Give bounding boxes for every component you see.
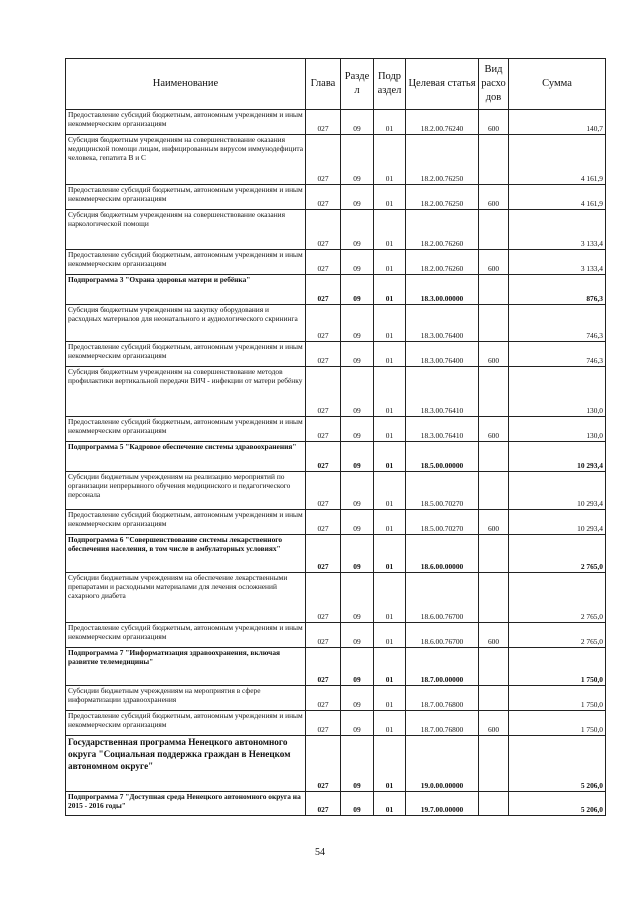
cell-vid: 600 (479, 510, 509, 535)
table-row (66, 792, 606, 816)
cell-name: Субсидии бюджетным учреждениям на реализацию мероприятий по организации непрерывного обучения медицинского и педагогического персонала (66, 472, 306, 510)
table-row (66, 210, 606, 250)
cell-summa: 4 161,9 (509, 135, 606, 185)
cell-razdel: 09 (341, 686, 374, 711)
cell-celevaya: 18.2.00.76260 (406, 210, 479, 250)
cell-vid (479, 442, 509, 472)
cell-razdel: 09 (341, 535, 374, 573)
cell-vid (479, 135, 509, 185)
cell-summa: 10 293,4 (509, 510, 606, 535)
cell-razdel: 09 (341, 711, 374, 736)
table-row (66, 573, 606, 623)
cell-glava: 027 (306, 686, 341, 711)
cell-glava: 027 (306, 342, 341, 367)
cell-podrazdel: 01 (374, 686, 406, 711)
cell-summa: 140,7 (509, 110, 606, 135)
cell-glava: 027 (306, 573, 341, 623)
cell-glava: 027 (306, 648, 341, 686)
header-summa: Сумма (509, 59, 606, 110)
budget-table (65, 58, 606, 816)
cell-glava: 027 (306, 135, 341, 185)
cell-vid (479, 573, 509, 623)
cell-glava: 027 (306, 736, 341, 792)
cell-summa: 3 133,4 (509, 210, 606, 250)
cell-celevaya: 18.5.00.70270 (406, 510, 479, 535)
cell-name: Предоставление субсидий бюджетным, автономным учреждениям и иным некоммерческим организациям (66, 185, 306, 210)
cell-vid (479, 792, 509, 816)
cell-name: Подпрограмма 3 "Охрана здоровья матери и ребёнка" (66, 275, 306, 305)
cell-name: Субсидия бюджетным учреждениям на закупку оборудования и расходных материалов для неонатального и аудиологического скрининга (66, 305, 306, 342)
cell-vid (479, 305, 509, 342)
cell-vid: 600 (479, 623, 509, 648)
cell-celevaya: 18.5.00.70270 (406, 472, 479, 510)
cell-summa: 10 293,4 (509, 472, 606, 510)
cell-razdel: 09 (341, 736, 374, 792)
table-row (66, 342, 606, 367)
cell-razdel: 09 (341, 573, 374, 623)
cell-vid: 600 (479, 342, 509, 367)
cell-podrazdel: 01 (374, 573, 406, 623)
table-row (66, 305, 606, 342)
cell-vid (479, 686, 509, 711)
cell-name: Предоставление субсидий бюджетным, автономным учреждениям и иным некоммерческим организациям (66, 711, 306, 736)
cell-razdel: 09 (341, 417, 374, 442)
cell-name: Подпрограмма 5 "Кадровое обеспечение системы здравоохранения" (66, 442, 306, 472)
cell-glava: 027 (306, 367, 341, 417)
cell-vid (479, 535, 509, 573)
cell-podrazdel: 01 (374, 623, 406, 648)
table-row (66, 442, 606, 472)
cell-name: Государственная программа Ненецкого автономного округа "Социальная поддержка граждан в Ненецком автономном округе" (66, 736, 306, 792)
header-name: Наименование (66, 59, 306, 110)
cell-celevaya: 18.3.00.76400 (406, 342, 479, 367)
cell-summa: 10 293,4 (509, 442, 606, 472)
cell-podrazdel: 01 (374, 472, 406, 510)
cell-razdel: 09 (341, 305, 374, 342)
header-vid: Вид расхо дов (479, 59, 509, 110)
cell-razdel: 09 (341, 367, 374, 417)
cell-name: Субсидия бюджетным учреждениям на совершенствование оказания медицинской помощи лицам, инфицированным вирусом иммунодефицита человека, гепатита В и С (66, 135, 306, 185)
cell-name: Предоставление субсидий бюджетным, автономным учреждениям и иным некоммерческим организациям (66, 417, 306, 442)
header-glava: Глава (306, 59, 341, 110)
cell-razdel: 09 (341, 275, 374, 305)
table-header (66, 59, 606, 110)
table-row (66, 367, 606, 417)
header-podrazdel: Подр аздел (374, 59, 406, 110)
cell-name: Субсидия бюджетным учреждениям на совершенствование оказания наркологической помощи (66, 210, 306, 250)
cell-podrazdel: 01 (374, 305, 406, 342)
cell-glava: 027 (306, 623, 341, 648)
cell-glava: 027 (306, 305, 341, 342)
cell-summa: 1 750,0 (509, 711, 606, 736)
cell-vid: 600 (479, 185, 509, 210)
cell-vid (479, 210, 509, 250)
cell-summa: 1 750,0 (509, 686, 606, 711)
table-row (66, 275, 606, 305)
table-row (66, 736, 606, 792)
cell-celevaya: 18.3.00.76400 (406, 305, 479, 342)
cell-summa: 5 206,0 (509, 792, 606, 816)
cell-razdel: 09 (341, 110, 374, 135)
cell-summa: 1 750,0 (509, 648, 606, 686)
table-body (66, 110, 606, 816)
cell-celevaya: 18.2.00.76250 (406, 135, 479, 185)
header-celevaya: Целевая статья (406, 59, 479, 110)
cell-name: Подпрограмма 6 "Совершенствование системы лекарственного обеспечения населения, в том числе в амбулаторных условиях" (66, 535, 306, 573)
cell-summa: 2 765,0 (509, 623, 606, 648)
cell-vid: 600 (479, 417, 509, 442)
cell-celevaya: 18.7.00.76800 (406, 686, 479, 711)
table-row (66, 135, 606, 185)
cell-razdel: 09 (341, 250, 374, 275)
table-row (66, 185, 606, 210)
table-row (66, 110, 606, 135)
cell-podrazdel: 01 (374, 110, 406, 135)
cell-podrazdel: 01 (374, 342, 406, 367)
cell-podrazdel: 01 (374, 535, 406, 573)
table-row (66, 472, 606, 510)
cell-name: Предоставление субсидий бюджетным, автономным учреждениям и иным некоммерческим организациям (66, 623, 306, 648)
cell-celevaya: 19.0.00.00000 (406, 736, 479, 792)
cell-summa: 4 161,9 (509, 185, 606, 210)
table-row (66, 250, 606, 275)
cell-name: Предоставление субсидий бюджетным, автономным учреждениям и иным некоммерческим организациям (66, 110, 306, 135)
cell-celevaya: 18.6.00.76700 (406, 623, 479, 648)
cell-vid (479, 367, 509, 417)
cell-name: Предоставление субсидий бюджетным, автономным учреждениям и иным некоммерческим организациям (66, 342, 306, 367)
cell-podrazdel: 01 (374, 711, 406, 736)
cell-vid (479, 275, 509, 305)
cell-summa: 876,3 (509, 275, 606, 305)
page-number: 54 (315, 847, 325, 858)
cell-razdel: 09 (341, 623, 374, 648)
table-row (66, 535, 606, 573)
cell-glava: 027 (306, 442, 341, 472)
cell-name: Подпрограмма 7 "Информатизация здравоохранения, включая развитие телемедицины" (66, 648, 306, 686)
cell-podrazdel: 01 (374, 367, 406, 417)
cell-glava: 027 (306, 275, 341, 305)
cell-vid: 600 (479, 250, 509, 275)
cell-podrazdel: 01 (374, 185, 406, 210)
cell-name: Субсидия бюджетным учреждениям на совершенствование методов профилактики вертикальной передачи ВИЧ - инфекции от матери ребёнку (66, 367, 306, 417)
cell-podrazdel: 01 (374, 442, 406, 472)
table-row (66, 510, 606, 535)
cell-celevaya: 18.3.00.00000 (406, 275, 479, 305)
cell-summa: 746,3 (509, 342, 606, 367)
cell-razdel: 09 (341, 442, 374, 472)
cell-summa: 2 765,0 (509, 535, 606, 573)
cell-celevaya: 18.7.00.76800 (406, 711, 479, 736)
cell-razdel: 09 (341, 210, 374, 250)
table-row (66, 417, 606, 442)
cell-vid (479, 648, 509, 686)
cell-podrazdel: 01 (374, 510, 406, 535)
cell-glava: 027 (306, 535, 341, 573)
table-row (66, 686, 606, 711)
cell-glava: 027 (306, 110, 341, 135)
cell-summa: 3 133,4 (509, 250, 606, 275)
table-row (66, 623, 606, 648)
cell-podrazdel: 01 (374, 736, 406, 792)
cell-vid (479, 472, 509, 510)
cell-celevaya: 18.6.00.76700 (406, 573, 479, 623)
cell-celevaya: 18.3.00.76410 (406, 417, 479, 442)
cell-glava: 027 (306, 250, 341, 275)
cell-podrazdel: 01 (374, 210, 406, 250)
cell-razdel: 09 (341, 185, 374, 210)
cell-celevaya: 18.2.00.76260 (406, 250, 479, 275)
cell-glava: 027 (306, 210, 341, 250)
cell-celevaya: 18.5.00.00000 (406, 442, 479, 472)
cell-glava: 027 (306, 711, 341, 736)
cell-podrazdel: 01 (374, 648, 406, 686)
cell-celevaya: 18.6.00.00000 (406, 535, 479, 573)
cell-podrazdel: 01 (374, 275, 406, 305)
cell-celevaya: 18.2.00.76240 (406, 110, 479, 135)
cell-name: Субсидии бюджетным учреждениям на мероприятия в сфере информатизации здравоохранения (66, 686, 306, 711)
cell-celevaya: 19.7.00.00000 (406, 792, 479, 816)
cell-razdel: 09 (341, 342, 374, 367)
header-razdel: Разде л (341, 59, 374, 110)
table-row (66, 711, 606, 736)
cell-summa: 5 206,0 (509, 736, 606, 792)
cell-podrazdel: 01 (374, 135, 406, 185)
cell-podrazdel: 01 (374, 792, 406, 816)
cell-razdel: 09 (341, 648, 374, 686)
cell-name: Предоставление субсидий бюджетным, автономным учреждениям и иным некоммерческим организациям (66, 510, 306, 535)
cell-razdel: 09 (341, 472, 374, 510)
cell-celevaya: 18.7.00.00000 (406, 648, 479, 686)
cell-glava: 027 (306, 417, 341, 442)
cell-summa: 130,0 (509, 417, 606, 442)
cell-summa: 2 765,0 (509, 573, 606, 623)
cell-razdel: 09 (341, 135, 374, 185)
cell-razdel: 09 (341, 792, 374, 816)
cell-podrazdel: 01 (374, 250, 406, 275)
table-row (66, 648, 606, 686)
cell-summa: 746,3 (509, 305, 606, 342)
cell-glava: 027 (306, 792, 341, 816)
cell-celevaya: 18.2.00.76250 (406, 185, 479, 210)
cell-name: Предоставление субсидий бюджетным, автономным учреждениям и иным некоммерческим организациям (66, 250, 306, 275)
cell-celevaya: 18.3.00.76410 (406, 367, 479, 417)
cell-glava: 027 (306, 510, 341, 535)
cell-glava: 027 (306, 185, 341, 210)
cell-podrazdel: 01 (374, 417, 406, 442)
cell-vid: 600 (479, 711, 509, 736)
cell-glava: 027 (306, 472, 341, 510)
cell-vid (479, 736, 509, 792)
cell-summa: 130,0 (509, 367, 606, 417)
cell-vid: 600 (479, 110, 509, 135)
cell-razdel: 09 (341, 510, 374, 535)
cell-name: Субсидии бюджетным учреждениям на обеспечение лекарственными препаратами и расходными материалами для лечения осложнений сахарного диабета (66, 573, 306, 623)
cell-name: Подпрограмма 7 "Доступная среда Ненецкого автономного округа на 2015 - 2016 годы" (66, 792, 306, 816)
